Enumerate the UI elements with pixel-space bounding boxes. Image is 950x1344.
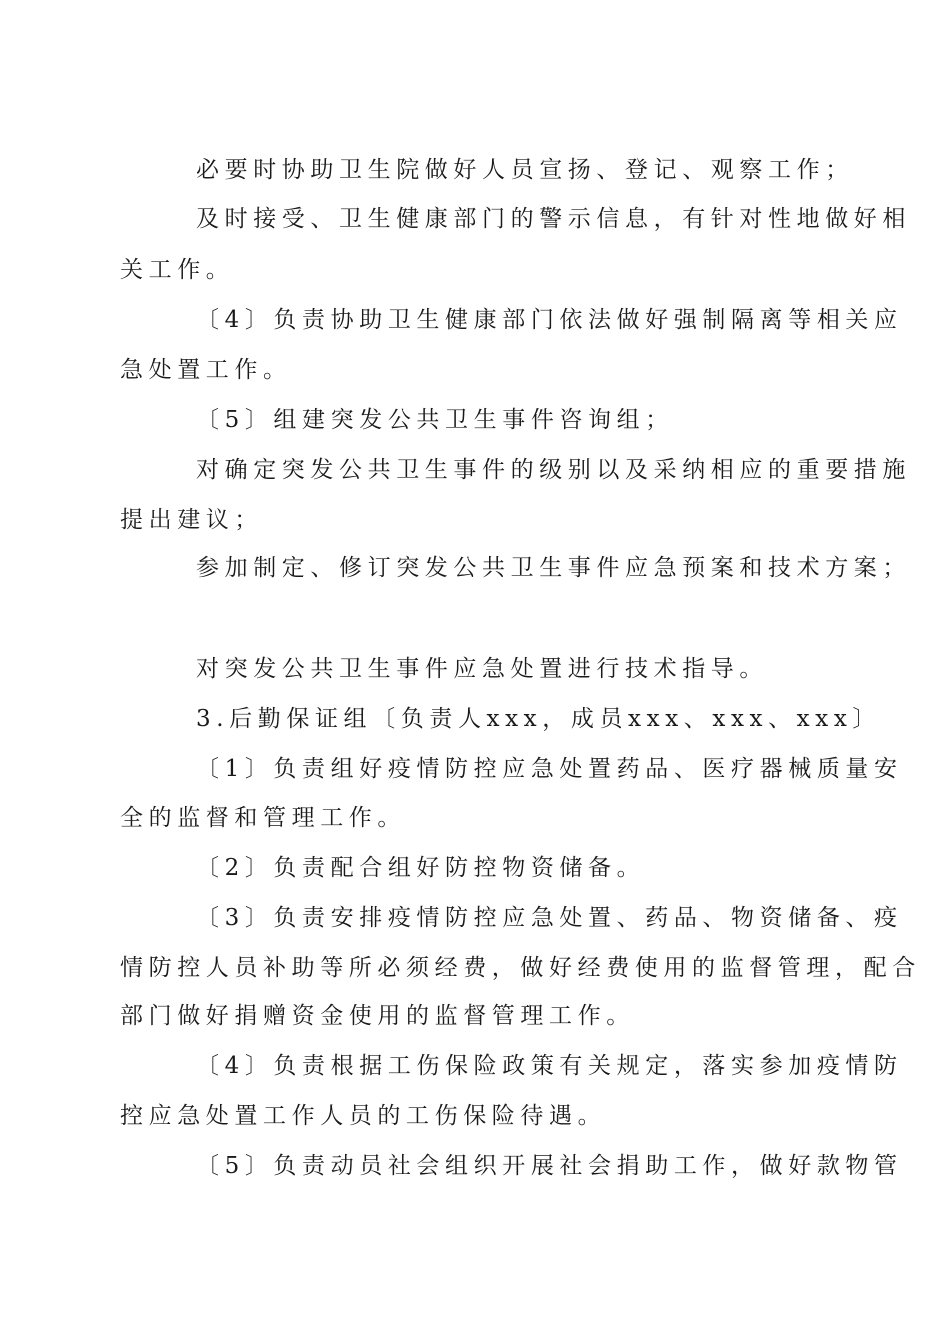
text-line: 必要时协助卫生院做好人员宣扬、登记、观察工作； bbox=[196, 157, 854, 183]
text-line: 及时接受、卫生健康部门的警示信息，有针对性地做好相 bbox=[196, 206, 911, 232]
text-line: 对突发公共卫生事件应急处置进行技术指导。 bbox=[196, 656, 768, 682]
text-line: 〔5〕组建突发公共卫生事件咨询组； bbox=[196, 407, 674, 433]
text-line: 〔4〕负责协助卫生健康部门依法做好强制隔离等相关应 bbox=[196, 307, 903, 333]
text-line: 关工作。 bbox=[120, 257, 235, 283]
text-line: 〔3〕负责安排疫情防控应急处置、药品、物资储备、疫 bbox=[196, 905, 903, 931]
text-line: 〔5〕负责动员社会组织开展社会捐助工作，做好款物管 bbox=[196, 1153, 903, 1179]
text-line: 部门做好捐赠资金使用的监督管理工作。 bbox=[120, 1003, 635, 1029]
text-line: 3.后勤保证组〔负责人xxx，成员xxx、xxx、xxx〕 bbox=[196, 706, 881, 732]
text-line: 对确定突发公共卫生事件的级别以及采纳相应的重要措施 bbox=[196, 457, 911, 483]
text-line: 参加制定、修订突发公共卫生事件应急预案和技术方案； bbox=[196, 555, 911, 581]
text-line: 提出建议； bbox=[120, 507, 263, 533]
text-line: 急处置工作。 bbox=[120, 357, 292, 383]
text-line: 〔2〕负责配合组好防控物资储备。 bbox=[196, 855, 646, 881]
text-line: 〔4〕负责根据工伤保险政策有关规定，落实参加疫情防 bbox=[196, 1053, 903, 1079]
text-line: 控应急处置工作人员的工伤保险待遇。 bbox=[120, 1103, 607, 1129]
text-line: 全的监督和管理工作。 bbox=[120, 805, 406, 831]
text-line: 情防控人员补助等所必须经费，做好经费使用的监督管理，配合 bbox=[120, 955, 921, 981]
text-line: 〔1〕负责组好疫情防控应急处置药品、医疗器械质量安 bbox=[196, 756, 903, 782]
